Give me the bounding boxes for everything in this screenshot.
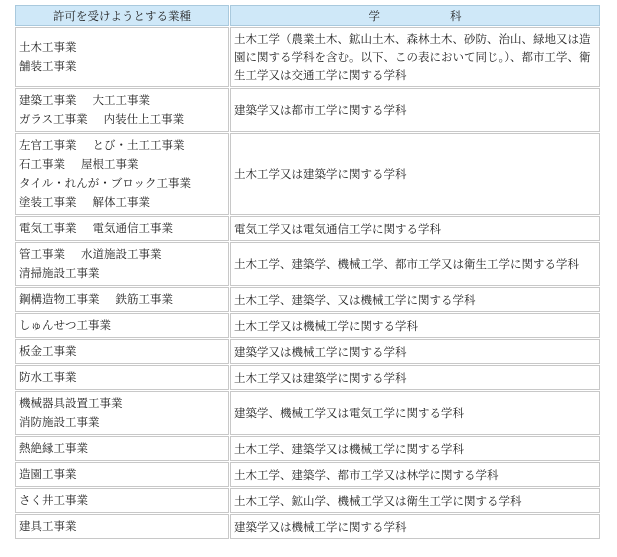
table-row	[15, 514, 600, 539]
table-row	[15, 488, 600, 513]
industry-name: 電気工事業	[19, 221, 77, 235]
industry-name: 建築工事業	[19, 93, 77, 107]
header-subject-a: 学	[368, 8, 380, 23]
header-subject-b: 科	[450, 8, 462, 23]
subject-cell: 土木工学（農業土木、鉱山土木、森林土木、砂防、治山、緑地又は造園に関する学科を含む。以下、この表において同じ。）、都市工学、衛生工学又は交通工学に関する学科	[230, 27, 600, 87]
industry-name: 熱絶縁工事業	[19, 441, 88, 455]
industry-line	[19, 136, 225, 155]
industry-cell	[15, 488, 229, 513]
industry-name: 管工事業	[19, 247, 65, 261]
industry-line	[19, 91, 225, 110]
industry-cell	[15, 88, 229, 132]
table-row	[15, 27, 600, 87]
industry-line	[19, 38, 225, 57]
industry-cell	[15, 287, 229, 312]
industry-line	[19, 290, 225, 309]
industry-line	[19, 491, 225, 510]
industry-line	[19, 155, 225, 174]
industry-line	[19, 342, 225, 361]
table-row	[15, 287, 600, 312]
industry-line	[19, 394, 225, 413]
industry-name: 建具工事業	[19, 519, 77, 533]
table-row	[15, 365, 600, 390]
industry-line	[19, 193, 225, 212]
industry-name: 内装仕上工事業	[103, 112, 185, 126]
industry-name: 左官工事業	[19, 138, 77, 152]
industry-cell	[15, 436, 229, 461]
industry-line	[19, 219, 225, 238]
industry-name: 鋼構造物工事業	[19, 292, 100, 306]
subject-cell: 土木工学、鉱山学、機械工学又は衛生工学に関する学科	[230, 488, 600, 513]
industry-name: しゅんせつ工事業	[19, 318, 111, 332]
subject-cell: 建築学又は機械工学に関する学科	[230, 339, 600, 364]
table-row	[15, 339, 600, 364]
industry-name: 水道施設工事業	[81, 247, 162, 261]
industry-cell	[15, 462, 229, 487]
industry-cell	[15, 514, 229, 539]
industry-cell	[15, 133, 229, 215]
industry-cell	[15, 216, 229, 241]
subject-cell: 建築学又は都市工学に関する学科	[230, 88, 600, 132]
subject-cell: 建築学又は機械工学に関する学科	[230, 514, 600, 539]
table-header-row	[15, 5, 600, 26]
subject-cell: 土木工学又は機械工学に関する学科	[230, 313, 600, 338]
industry-name: とび・土工工事業	[92, 138, 185, 152]
industry-line	[19, 316, 225, 335]
industry-name: さく井工事業	[19, 493, 88, 507]
qualification-table-container	[14, 4, 601, 540]
table-row	[15, 391, 600, 435]
table-row	[15, 436, 600, 461]
industry-name: 石工事業	[19, 157, 65, 171]
subject-cell: 土木工学、建築学、機械工学、都市工学又は衛生工学に関する学科	[230, 242, 600, 286]
table-row	[15, 313, 600, 338]
industry-line	[19, 413, 225, 432]
industry-name: 板金工事業	[19, 344, 77, 358]
header-industry: 許可を受けようとする業種	[15, 5, 229, 26]
table-body	[15, 27, 600, 539]
industry-name: 解体工事業	[92, 195, 150, 209]
qualification-table	[14, 4, 601, 540]
industry-line	[19, 245, 225, 264]
industry-name: 防水工事業	[19, 370, 77, 384]
subject-cell: 土木工学又は建築学に関する学科	[230, 365, 600, 390]
industry-name: 舗装工事業	[19, 59, 77, 73]
industry-line	[19, 174, 225, 193]
industry-name: 電気通信工事業	[92, 221, 173, 235]
table-row	[15, 133, 600, 215]
industry-name: 消防施設工事業	[19, 415, 100, 429]
industry-name: 造園工事業	[19, 467, 77, 481]
industry-line	[19, 110, 225, 129]
industry-cell	[15, 242, 229, 286]
subject-cell: 土木工学、建築学、都市工学又は林学に関する学科	[230, 462, 600, 487]
industry-name: 清掃施設工事業	[19, 266, 100, 280]
industry-cell	[15, 339, 229, 364]
industry-name: 鉄筋工事業	[115, 292, 173, 306]
header-subject	[230, 5, 600, 26]
subject-cell: 土木工学、建築学又は機械工学に関する学科	[230, 436, 600, 461]
table-row	[15, 88, 600, 132]
table-row	[15, 216, 600, 241]
industry-line	[19, 368, 225, 387]
industry-line	[19, 264, 225, 283]
industry-name: 機械器具設置工事業	[19, 396, 123, 410]
industry-cell	[15, 313, 229, 338]
industry-line	[19, 465, 225, 484]
industry-line	[19, 517, 225, 536]
industry-name: ガラス工事業	[19, 112, 88, 126]
industry-name: 大工工事業	[92, 93, 150, 107]
table-row	[15, 242, 600, 286]
industry-name: 屋根工事業	[81, 157, 139, 171]
industry-cell	[15, 365, 229, 390]
subject-cell: 土木工学又は建築学に関する学科	[230, 133, 600, 215]
subject-cell: 土木工学、建築学、又は機械工学に関する学科	[230, 287, 600, 312]
subject-cell: 電気工学又は電気通信工学に関する学科	[230, 216, 600, 241]
table-row	[15, 462, 600, 487]
industry-cell	[15, 27, 229, 87]
industry-line	[19, 57, 225, 76]
subject-cell: 建築学、機械工学又は電気工学に関する学科	[230, 391, 600, 435]
industry-name: タイル・れんが・ブロック工事業	[19, 176, 192, 190]
industry-cell	[15, 391, 229, 435]
industry-line	[19, 439, 225, 458]
industry-name: 塗装工事業	[19, 195, 77, 209]
industry-name: 土木工事業	[19, 40, 77, 54]
